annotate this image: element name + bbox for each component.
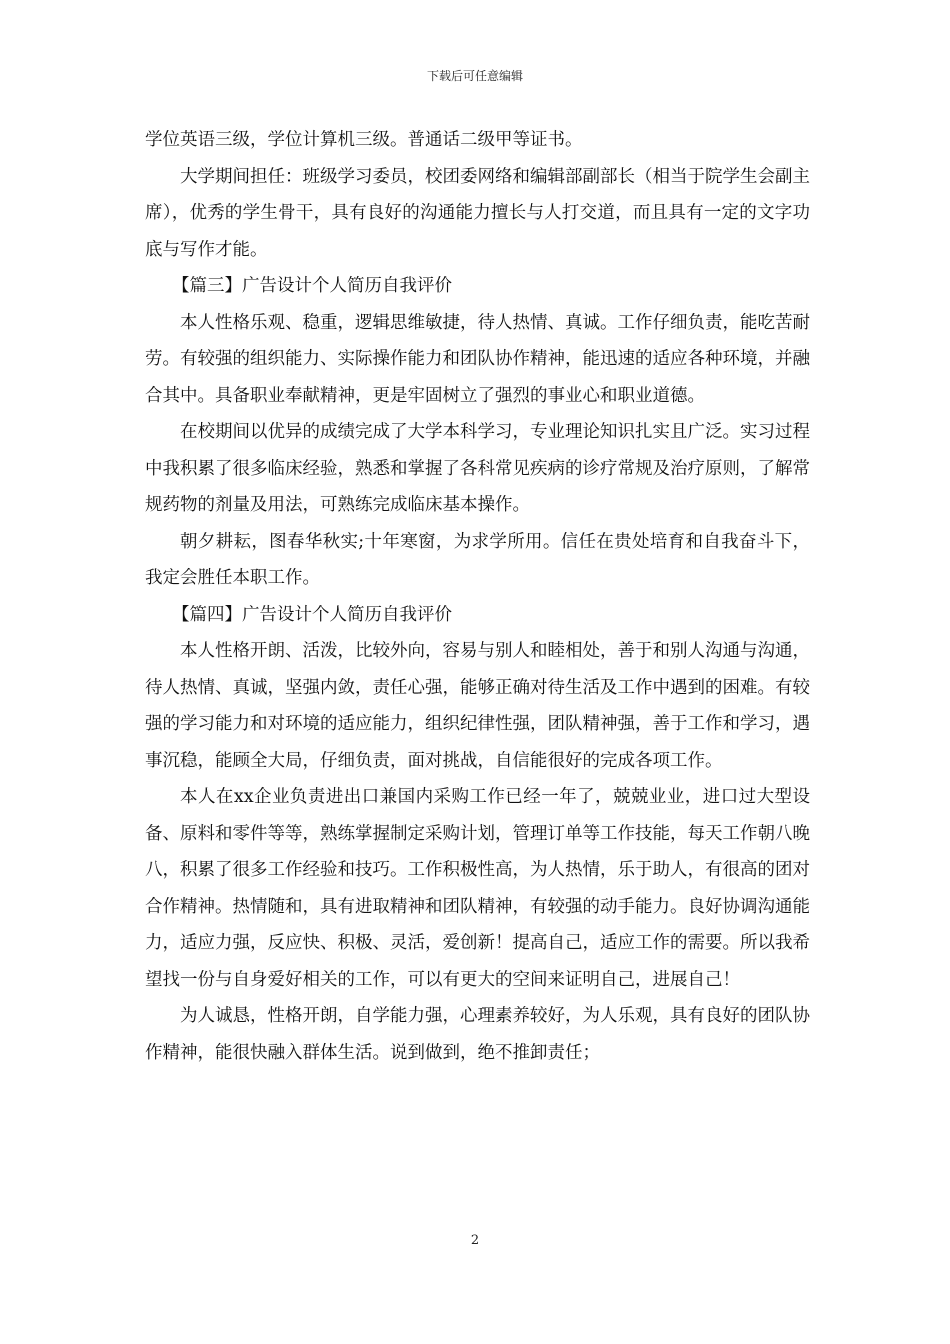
paragraph-studies: 在校期间以优异的成绩完成了大学本科学习，专业理论知识扎实且广泛。实习过程中我积累了很多临床经验，熟悉和掌握了各科常见疾病的诊疗常规及治疗原则，了解常规药物的剂量及用法，可熟练完成临床基本操作。 [145, 422, 810, 515]
section-heading-part4: 【篇四】广告设计个人简历自我评价 [172, 604, 452, 625]
page-header: 下载后可任意编辑 [426, 69, 523, 83]
section-heading-part3: 【篇三】广告设计个人简历自我评价 [172, 276, 452, 296]
paragraph-university-roles: 大学期间担任：班级学习委员，校团委网络和编辑部副部长（相当于院学生会副主席），优秀的学生骨干，具有良好的沟通能力擅长与人打交道，而且具有一定的文字功底与写作才能。 [145, 166, 810, 260]
paragraph-work-experience: 本人在xx企业负责进出口兼国内采购工作已经一年了，兢兢业业，进口过大型设备、原料和零件等等，熟练掌握制定采购计划，管理订单等工作技能，每天工作朝八晚八，积累了很多工作经验和技巧。工作积极性高，为人热情，乐于助人，有很高的团对合作精神。热情随和，具有进取精神和团队精神，有较强的动手能力。良好协调沟通能力，适应力强，反应快、积极、灵活，爱创新！提高自己，适应工作的需要。所以我希望找一份与自身爱好相关的工作，可以有更大的空间来证明自己，进展自己！ [145, 787, 810, 990]
page-number: 2 [470, 1233, 480, 1248]
document-body [145, 122, 810, 1071]
paragraph-personality: 本人性格乐观、稳重，逻辑思维敏捷，待人热情、真诚。工作仔细负责，能吃苦耐劳。有较强的组织能力、实际操作能力和团队协作精神，能迅速的适应各种环境，并融合其中。具备职业奉献精神，更是牢固树立了强烈的事业心和职业道德。 [145, 312, 810, 406]
paragraph-qualifications: 学位英语三级，学位计算机三级。普通话二级甲等证书。 [145, 130, 583, 150]
paragraph-teamwork: 为人诚恳，性格开朗，自学能力强，心理素养较好，为人乐观，具有良好的团队协作精神，能很快融入群体生活。说到做到，绝不推卸责任； [145, 1006, 810, 1063]
paragraph-character: 本人性格开朗、活泼，比较外向，容易与别人和睦相处，善于和别人沟通与沟通，待人热情、真诚，坚强内敛，责任心强，能够正确对待生活及工作中遇到的困难。有较强的学习能力和对环境的适应能力，组织纪律性强，团队精神强，善于工作和学习，遇事沉稳，能顾全大局，仔细负责，面对挑战，自信能很好的完成各项工作。 [145, 641, 810, 771]
paragraph-commitment: 朝夕耕耘，图春华秋实;十年寒窗，为求学所用。信任在贵处培育和自我奋斗下，我定会胜任本职工作。 [145, 531, 810, 588]
